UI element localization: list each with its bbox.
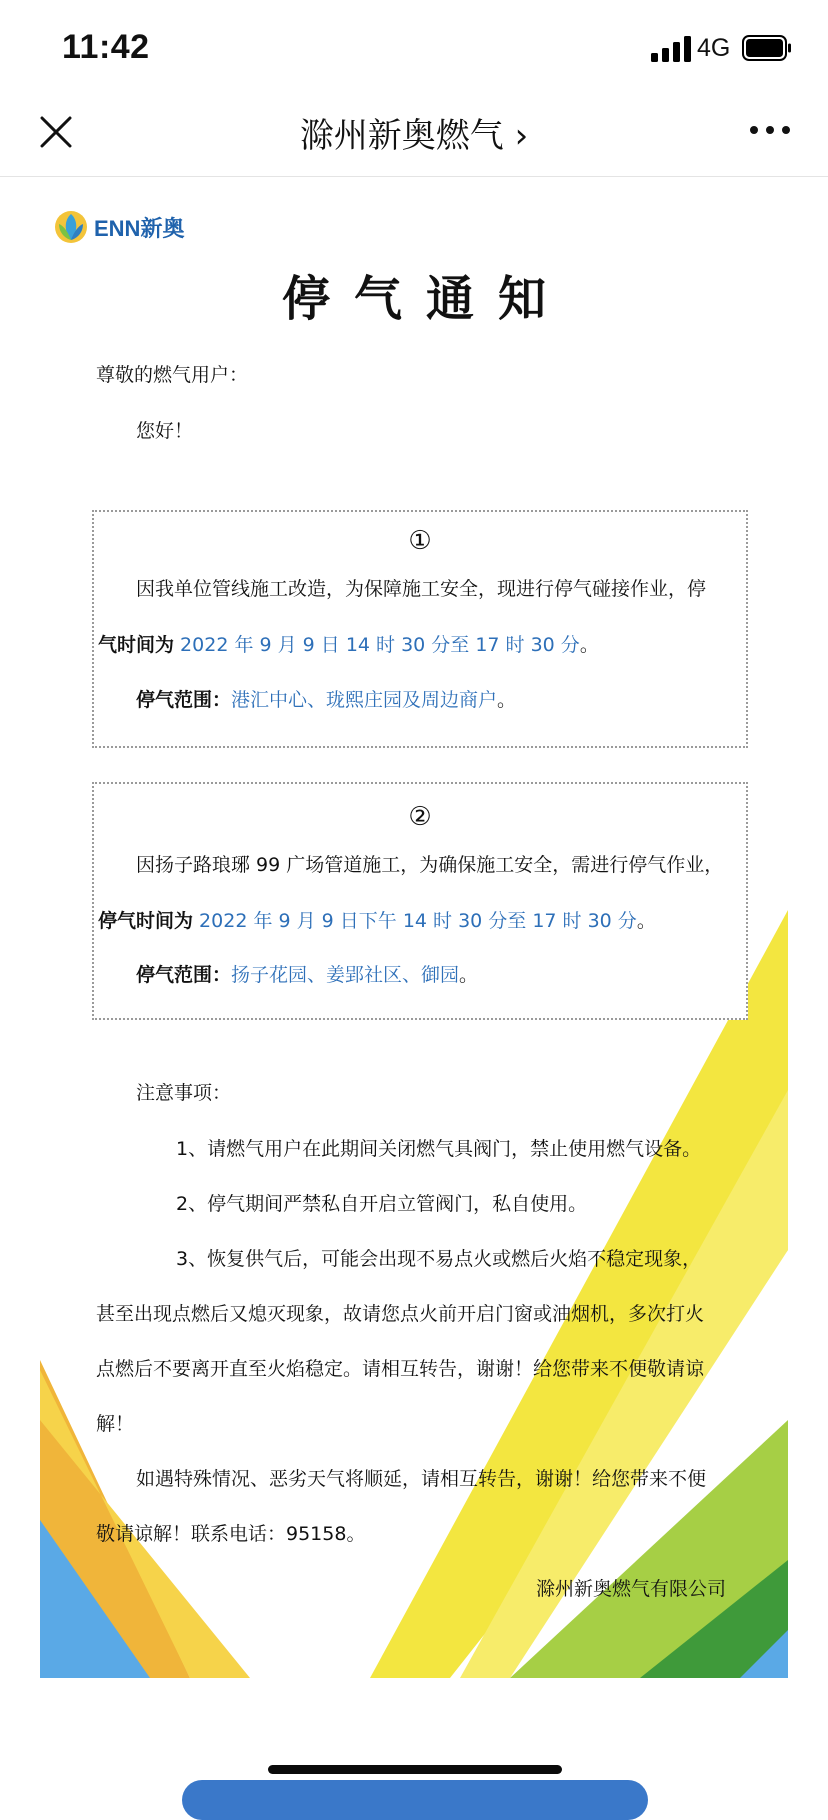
note-item-1: 1、请燃气用户在此期间关闭燃气具阀门，禁止使用燃气设备。 — [176, 1138, 702, 1160]
note-item-3-cont: 点燃后不要离开直至火焰稳定。请相互转告，谢谢！给您带来不便敬请谅 — [96, 1358, 705, 1380]
signal-icon — [651, 36, 693, 62]
range-label: 停气范围： — [136, 964, 232, 986]
note-item-3-cont: 甚至出现点燃后又熄灭现象，故请您点火前开启门窗或油烟机，多次打火 — [96, 1303, 705, 1325]
account-title-link[interactable]: 滁州新奥燃气 › — [299, 116, 529, 156]
notice-number: ① — [408, 526, 432, 556]
home-indicator — [268, 1765, 562, 1774]
punctuation: 。 — [636, 910, 656, 932]
time-value: 2022 年 9 月 9 日 14 时 30 分至 17 时 30 分 — [174, 634, 580, 656]
notice-box-2 — [92, 782, 748, 1020]
range-label: 停气范围： — [136, 689, 232, 711]
notice-title: 停气通知 — [281, 271, 570, 327]
notice-time-line — [98, 632, 599, 658]
battery-icon — [742, 35, 792, 61]
punctuation: 。 — [579, 634, 599, 656]
signature: 滁州新奥燃气有限公司 — [536, 1578, 727, 1600]
punctuation: 。 — [459, 964, 479, 986]
time-value: 2022 年 9 月 9 日下午 14 时 30 分至 17 时 30 分 — [193, 910, 637, 932]
notice-time-line — [98, 908, 656, 934]
salutation: 尊敬的燃气用户： — [96, 364, 249, 386]
greeting: 您好！ — [136, 420, 194, 442]
notice-text: 因我单位管线施工改造，为保障施工安全，现进行停气碰接作业，停 — [136, 578, 707, 600]
notice-number: ② — [408, 802, 432, 832]
notice-range-line — [136, 687, 516, 713]
notes-title: 注意事项： — [136, 1082, 232, 1104]
note-item-3: 3、恢复供气后，可能会出现不易点火或燃后火焰不稳定现象， — [176, 1248, 702, 1270]
note-item-3-cont: 解！ — [96, 1413, 135, 1435]
status-bar — [0, 0, 828, 96]
punctuation: 。 — [497, 689, 517, 711]
notice-text: 因扬子路琅琊 99 广场管道施工，为确保施工安全，需进行停气作业， — [136, 854, 724, 876]
time-label: 气时间为 — [98, 634, 175, 656]
notice-box-1 — [92, 510, 748, 748]
nav-bar — [0, 96, 828, 177]
closing-text-cont: 敬请谅解！联系电话：95158。 — [96, 1523, 366, 1545]
enn-logo-icon — [54, 210, 88, 244]
notice-range-line — [136, 962, 478, 988]
notice-image — [40, 190, 788, 1678]
range-value: 港汇中心、珑熙庄园及周边商户 — [231, 689, 498, 711]
time-label: 停气时间为 — [98, 910, 194, 932]
note-item-2: 2、停气期间严禁私自开启立管阀门，私自使用。 — [176, 1193, 588, 1215]
network-type: 4G — [697, 34, 731, 62]
bottom-action-button[interactable] — [182, 1780, 648, 1820]
closing-text: 如遇特殊情况、恶劣天气将顺延，请相互转告，谢谢！给您带来不便 — [136, 1468, 707, 1490]
status-time: 11:42 — [62, 28, 150, 66]
enn-logo — [54, 210, 184, 244]
logo-text: ENN新奥 — [94, 215, 185, 241]
more-icon[interactable] — [748, 120, 792, 140]
range-value: 扬子花园、姜郢社区、御园 — [231, 964, 460, 986]
